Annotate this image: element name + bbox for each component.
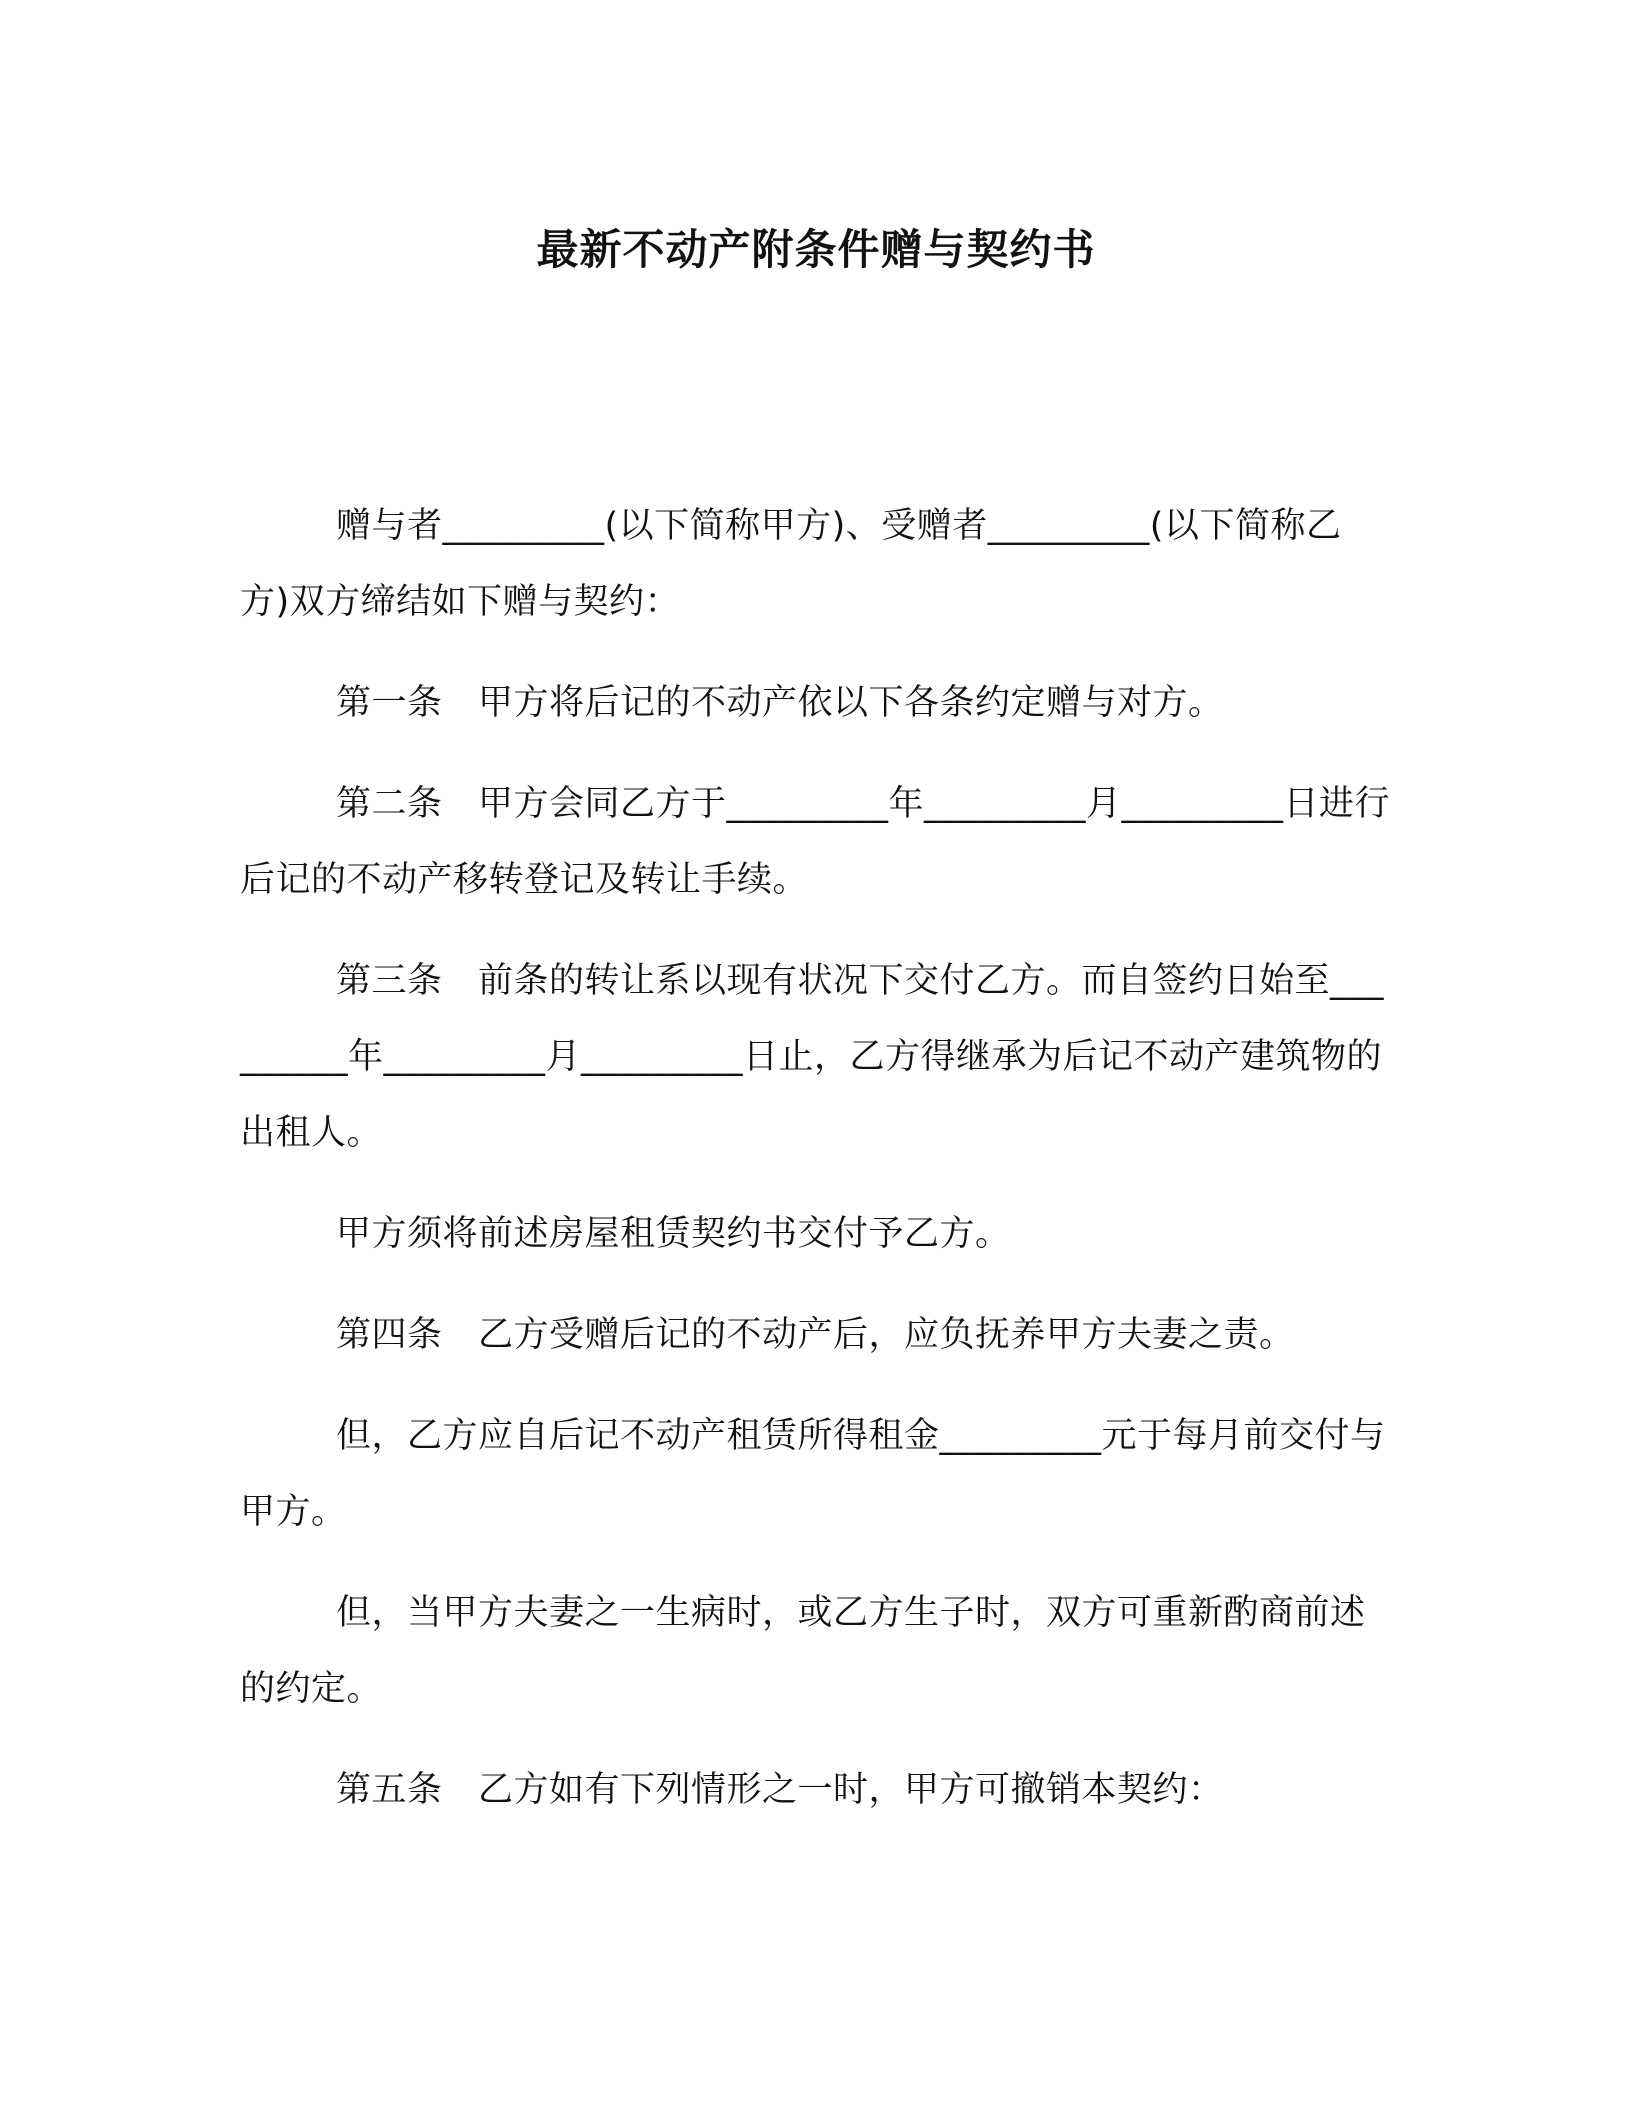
paragraph-parties: 赠与者_________(以下简称甲方)、受赠者_________(以下简称乙方)双方缔结如下赠与契约： xyxy=(240,506,1342,622)
paragraph-rent-payment: 但，乙方应自后记不动产租赁所得租金_________元于每月前交付与甲方。 xyxy=(240,1416,1386,1532)
paragraph-article-5: 第五条 乙方如有下列情形之一时，甲方可撤销本契约： xyxy=(336,1770,1224,1810)
paragraph-lease-delivery: 甲方须将前述房屋租赁契约书交付予乙方。 xyxy=(336,1214,1011,1254)
paragraph-article-2: 第二条 甲方会同乙方于_________年_________月_________日进行后记的不动产移转登记及转让手续。 xyxy=(240,784,1391,900)
paragraph-article-1: 第一条 甲方将后记的不动产依以下各条约定赠与对方。 xyxy=(336,683,1224,723)
document-body xyxy=(240,488,1390,1853)
document-title: 最新不动产附条件赠与契约书 xyxy=(536,225,1096,274)
paragraph-article-4: 第四条 乙方受赠后记的不动产后，应负抚养甲方夫妻之责。 xyxy=(336,1315,1295,1355)
paragraph-renegotiation: 但，当甲方夫妻之一生病时，或乙方生子时，双方可重新酌商前述的约定。 xyxy=(240,1593,1366,1709)
paragraph-article-3: 第三条 前条的转让系以现有状况下交付乙方。而自签约日始至_________年_________月_________日止，乙方得继承为后记不动产建筑物的出租人。 xyxy=(240,961,1385,1153)
